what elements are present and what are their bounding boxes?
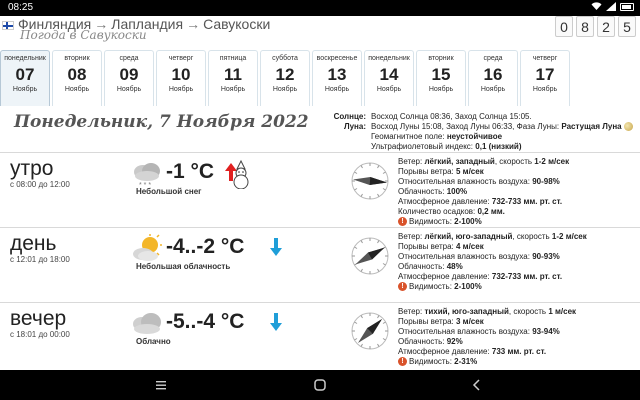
clock-digit: 0 xyxy=(555,16,573,37)
wind-compass-icon xyxy=(350,236,390,276)
day-date: 10 xyxy=(171,65,191,84)
humidity-line: Относительная влажность воздуха: 90-93% xyxy=(398,252,560,261)
moon-icon xyxy=(624,122,633,131)
wind-compass-icon xyxy=(350,161,390,201)
period-name: день xyxy=(10,232,57,255)
partly-cloudy-icon xyxy=(130,234,164,264)
day-date: 07 xyxy=(15,65,35,84)
moon-phase-label: Фаза Луны: xyxy=(516,122,560,131)
forecast-period xyxy=(0,227,640,301)
visibility-line: ! Видимость: 2-31% xyxy=(398,357,576,367)
pressure-line: Атмосферное давление: 732-733 мм. рт. ст. xyxy=(398,197,563,206)
day-name: понедельник xyxy=(4,55,46,62)
clock-digit: 8 xyxy=(576,16,594,37)
forecast-period xyxy=(0,302,640,370)
day-month: Ноябрь xyxy=(532,86,558,93)
period-details xyxy=(398,157,569,227)
pressure-line: Атмосферное давление: 732-733 мм. рт. ст. xyxy=(398,272,563,281)
period-name: вечер xyxy=(10,307,67,330)
weather-app xyxy=(0,16,640,370)
period-time: с 08:00 до 12:00 xyxy=(10,180,70,189)
day-tab[interactable] xyxy=(156,50,206,106)
arrow-down-icon xyxy=(269,312,283,332)
weather-description: Облачно xyxy=(136,337,171,346)
day-tab[interactable] xyxy=(312,50,362,106)
day-tab[interactable] xyxy=(208,50,258,106)
day-name: понедельник xyxy=(368,55,410,62)
clock-digit: 5 xyxy=(618,16,636,37)
day-month: Ноябрь xyxy=(480,86,506,93)
precip-line: Количество осадков: 0,2 мм. xyxy=(398,207,505,216)
uv-label: Ультрафиолетовый индекс: xyxy=(371,142,474,151)
period-details xyxy=(398,232,587,292)
breadcrumb-country[interactable]: Финляндия xyxy=(18,16,92,32)
cloud-line: Облачность: 100% xyxy=(398,187,468,196)
day-date: 13 xyxy=(327,65,347,84)
navigation-bar xyxy=(0,370,640,400)
wind-line: Ветер: лёгкий, юго-западный, скорость 1-2 м/сек xyxy=(398,232,587,241)
wifi-icon xyxy=(591,2,602,11)
day-name: среда xyxy=(119,55,139,62)
day-tab[interactable] xyxy=(104,50,154,106)
visibility-line: ! Видимость: 2-100% xyxy=(398,282,587,292)
clock-digit: 2 xyxy=(597,16,615,37)
sun-text: Восход Солнца 08:36, Заход Солнца 15:05. xyxy=(371,112,532,121)
day-month: Ноябрь xyxy=(428,86,454,93)
day-month: Ноябрь xyxy=(12,86,38,93)
day-month: Ноябрь xyxy=(272,86,298,93)
cloud-line: Облачность: 48% xyxy=(398,262,463,271)
day-date: 15 xyxy=(431,65,451,84)
day-date: 11 xyxy=(224,65,242,84)
wind-line: Ветер: лёгкий, западный, скорость 1-2 м/сек xyxy=(398,157,570,166)
arrow-down-icon xyxy=(269,237,283,257)
period-time: с 18:01 до 00:00 xyxy=(10,330,70,339)
day-name: вторник xyxy=(64,55,90,62)
day-month: Ноябрь xyxy=(116,86,142,93)
day-tab[interactable] xyxy=(416,50,466,106)
wind-compass-icon xyxy=(350,311,390,351)
period-name: утро xyxy=(10,157,54,180)
day-tab[interactable] xyxy=(0,50,50,106)
temperature: -1 °C xyxy=(166,160,215,183)
day-month: Ноябрь xyxy=(324,86,350,93)
day-tab[interactable] xyxy=(520,50,570,106)
cloud-line: Облачность: 92% xyxy=(398,337,463,346)
humidity-line: Относительная влажность воздуха: 90-98% xyxy=(398,177,560,186)
day-name: суббота xyxy=(272,55,298,62)
status-icons xyxy=(591,2,634,11)
status-bar xyxy=(0,0,640,16)
gusts-line: Порывы ветра: 4 м/сек xyxy=(398,242,484,251)
day-tab[interactable] xyxy=(364,50,414,106)
menu-icon[interactable] xyxy=(152,376,170,394)
warning-icon: ! xyxy=(398,282,407,291)
period-details xyxy=(398,307,576,367)
day-tab[interactable] xyxy=(52,50,102,106)
pressure-line: Атмосферное давление: 733 мм. рт. ст. xyxy=(398,347,547,356)
home-icon[interactable] xyxy=(311,376,329,394)
breadcrumb-separator: → xyxy=(186,16,201,32)
weather-description: Небольшая облачность xyxy=(136,262,231,271)
day-month: Ноябрь xyxy=(220,86,246,93)
day-name: четверг xyxy=(532,55,558,62)
period-time: с 12:01 до 18:00 xyxy=(10,255,70,264)
moon-text: Восход Луны 15:08, Заход Луны 06:33, Фаза Луны: Растущая Луна xyxy=(371,122,633,131)
cloud-snow-icon xyxy=(130,159,164,189)
finland-flag-icon xyxy=(2,21,14,30)
uv-text xyxy=(371,142,522,151)
date-heading: Понедельник, 7 Ноября 2022 xyxy=(14,112,309,132)
day-date: 08 xyxy=(67,65,87,84)
breadcrumb-separator: → xyxy=(94,16,109,32)
gusts-line: Порывы ветра: 5 м/сек xyxy=(398,167,484,176)
humidity-line: Относительная влажность воздуха: 93-94% xyxy=(398,327,560,336)
temperature: -4..-2 °C xyxy=(166,235,245,258)
breadcrumb-region[interactable]: Лапландия xyxy=(111,16,184,32)
uv-value: 0,1 (низкий) xyxy=(475,142,522,151)
battery-icon xyxy=(620,3,634,11)
warning-icon: ! xyxy=(398,357,407,366)
day-date: 16 xyxy=(483,65,503,84)
day-date: 12 xyxy=(275,65,295,84)
moon-label: Луна: xyxy=(343,122,366,131)
day-name: воскресенье xyxy=(316,55,358,62)
status-time: 08:25 xyxy=(8,2,34,13)
temperature: -5..-4 °C xyxy=(166,310,245,333)
day-name: среда xyxy=(483,55,503,62)
day-month: Ноябрь xyxy=(376,86,402,93)
day-date: 14 xyxy=(379,65,399,84)
geomag-value: неустойчивое xyxy=(446,132,503,141)
geomag-label: Геомагнитное поле: xyxy=(371,132,445,141)
forecast-period xyxy=(0,152,640,226)
visibility-line: ! Видимость: 2-100% xyxy=(398,217,569,227)
day-tab[interactable] xyxy=(468,50,518,106)
gusts-line: Порывы ветра: 3 м/сек xyxy=(398,317,484,326)
moon-rise: Восход Луны 15:08 xyxy=(371,122,442,131)
breadcrumb-city: Савукоски xyxy=(203,16,271,32)
moon-set: Заход Луны 06:33 xyxy=(446,122,513,131)
digital-clock xyxy=(555,16,636,37)
back-icon[interactable] xyxy=(468,376,486,394)
day-date: 09 xyxy=(119,65,139,84)
day-date: 17 xyxy=(535,65,555,84)
moon-phase: Растущая Луна xyxy=(561,122,622,131)
geomag-text xyxy=(371,132,502,141)
day-name: пятница xyxy=(219,55,247,62)
snowman-icon xyxy=(226,159,256,189)
day-tabs xyxy=(0,50,640,106)
svg-text:* * *: * * * xyxy=(139,182,152,189)
page-subtitle: Погода в Савукоски xyxy=(20,28,147,42)
wind-line: Ветер: тихий, юго-западный, скорость 1 м/сек xyxy=(398,307,577,316)
weather-description: Небольшой снег xyxy=(136,187,202,196)
day-name: вторник xyxy=(428,55,454,62)
cloudy-icon xyxy=(130,309,164,339)
signal-icon xyxy=(606,2,616,11)
day-month: Ноябрь xyxy=(64,86,90,93)
sun-label: Солнце: xyxy=(333,112,366,121)
day-month: Ноябрь xyxy=(168,86,194,93)
day-name: четверг xyxy=(168,55,194,62)
day-tab[interactable] xyxy=(260,50,310,106)
warning-icon: ! xyxy=(398,217,407,226)
